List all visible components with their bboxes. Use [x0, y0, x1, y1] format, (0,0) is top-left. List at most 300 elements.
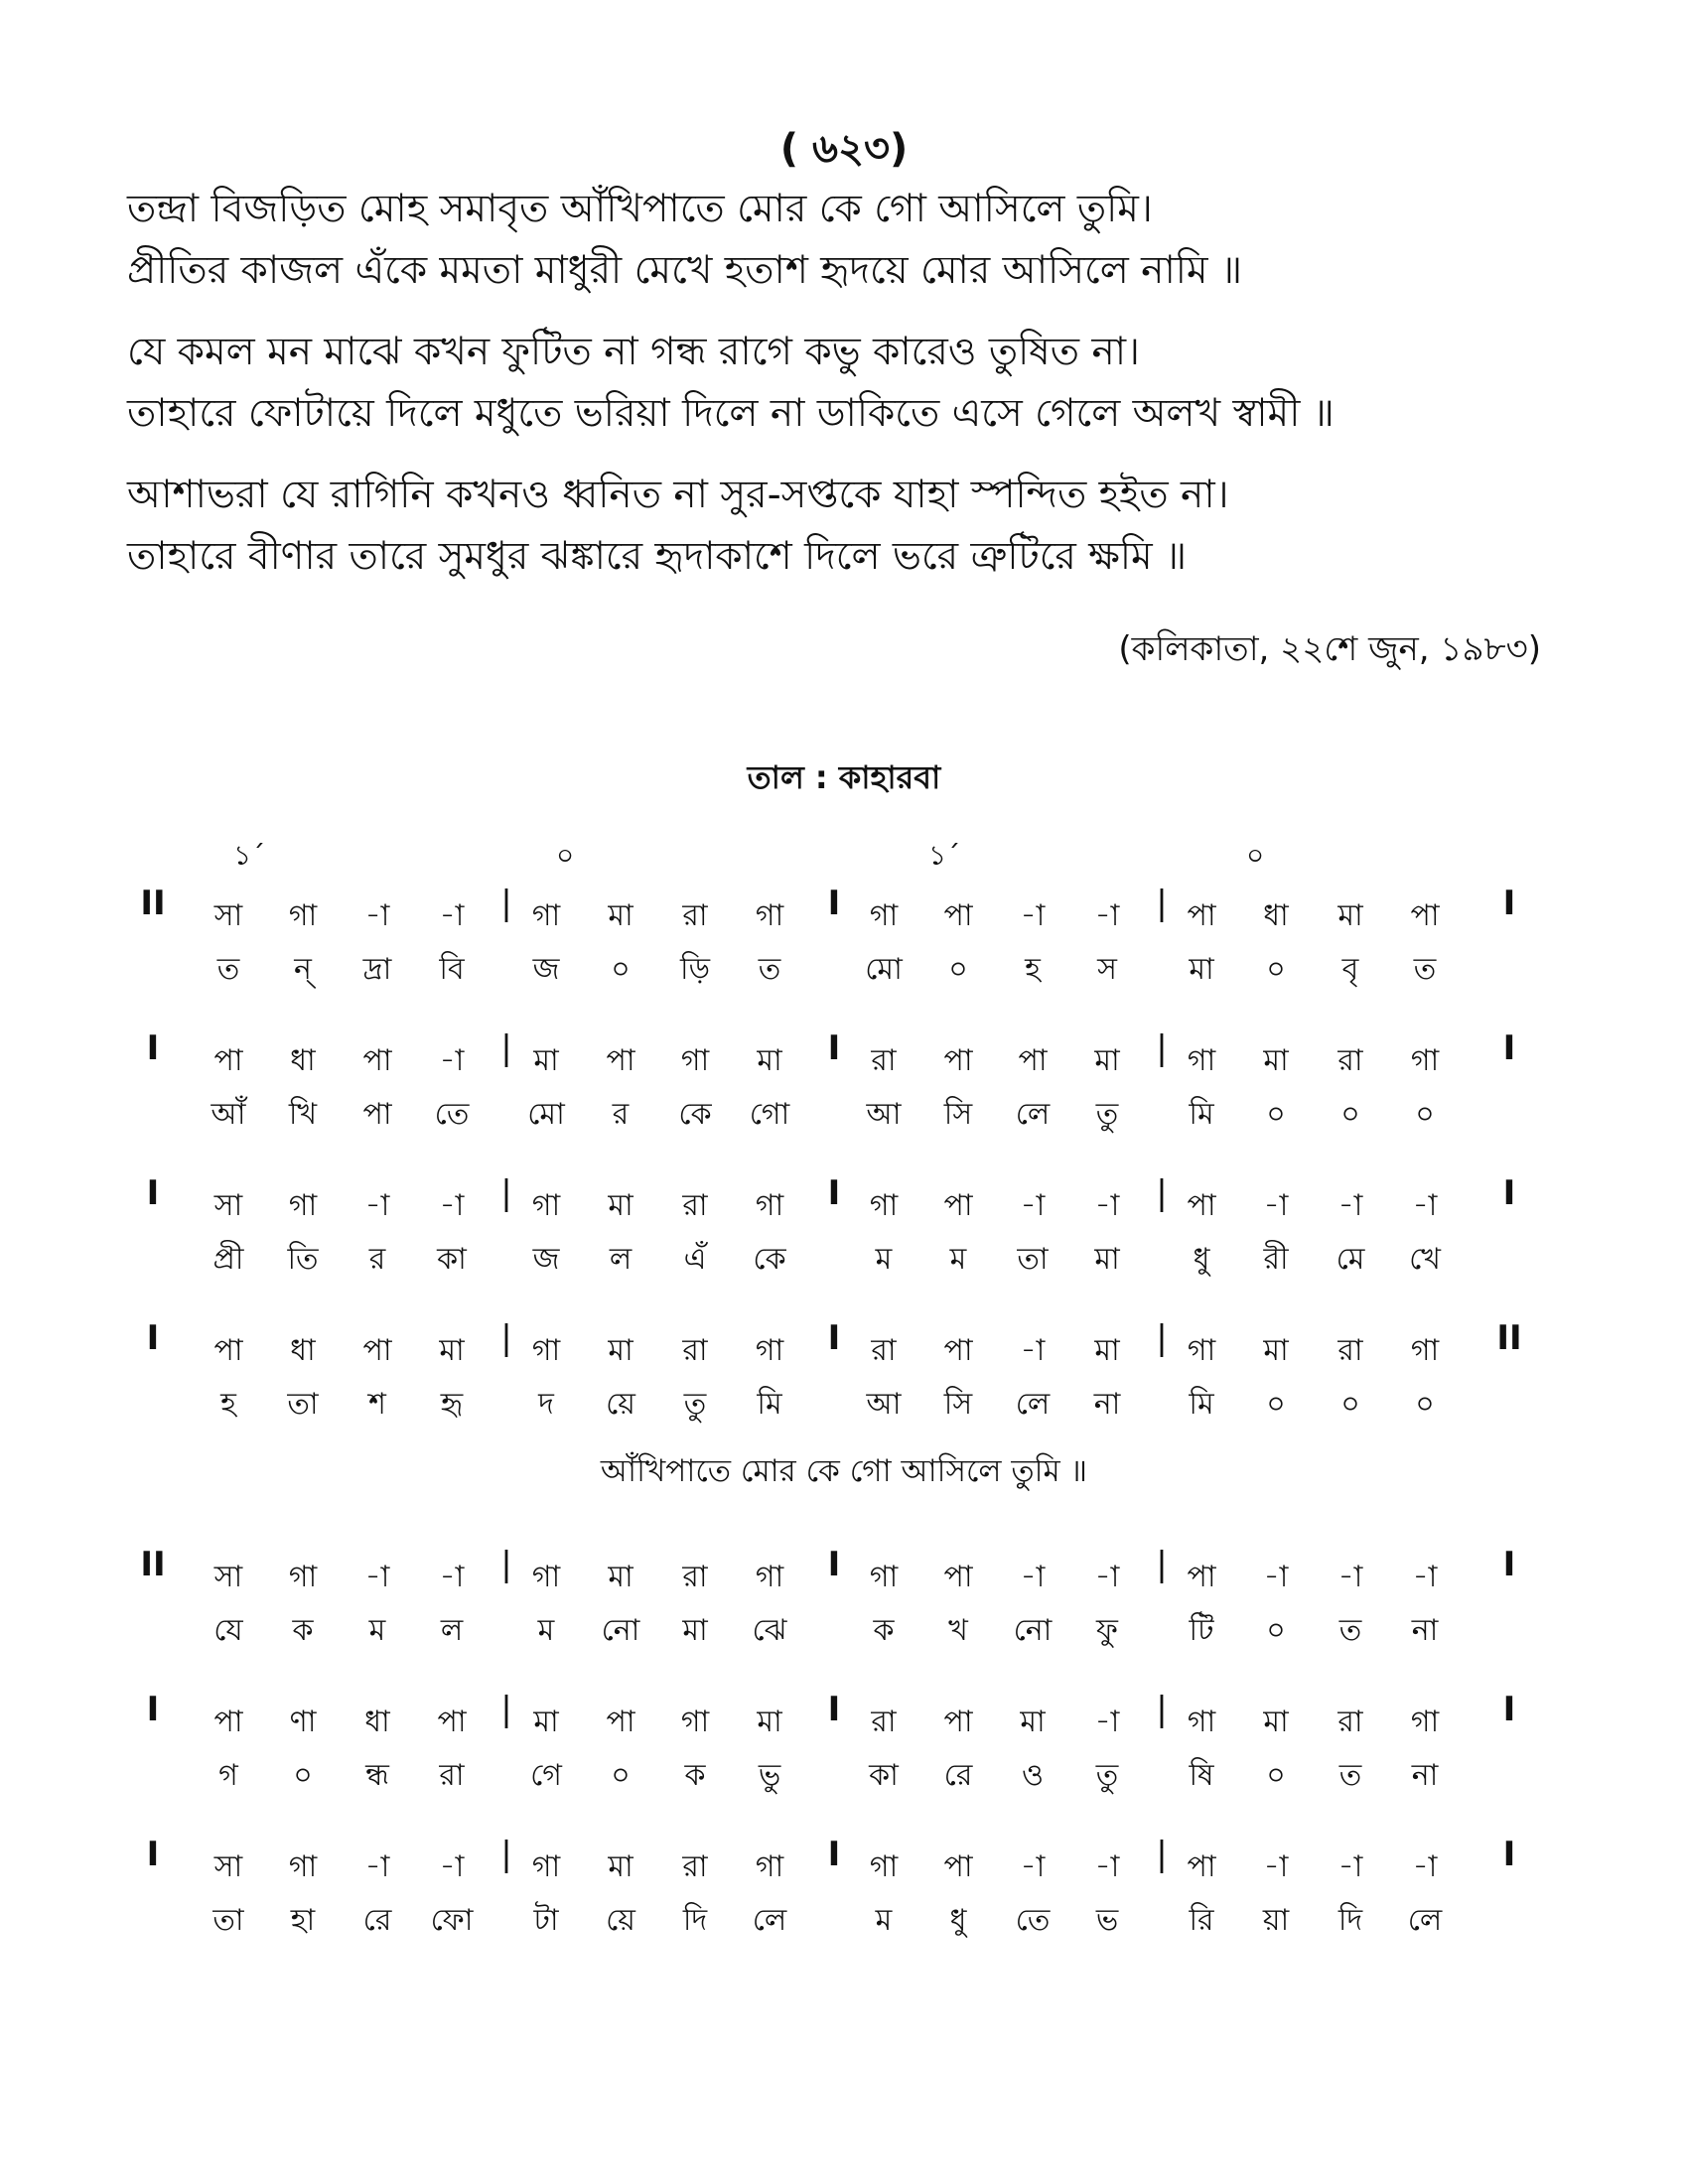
swara-note: গা — [1410, 1705, 1440, 1739]
bar-divider: I — [827, 884, 841, 923]
lyric-syllable: মা — [682, 1613, 708, 1648]
lyric-syllable: তা — [1017, 1242, 1049, 1277]
swara-note: রা — [682, 1849, 708, 1884]
swara-note: -া — [1337, 1560, 1363, 1594]
lyric-syllable: তা — [212, 1903, 244, 1938]
lyric-syllable: না — [1093, 1387, 1121, 1422]
bar-line-open: I — [146, 1835, 160, 1874]
bar-divider: | — [500, 1318, 512, 1358]
lyric-syllable: গে — [530, 1758, 562, 1793]
lyric-syllable: ০ — [1266, 1097, 1286, 1132]
syllable-line — [139, 1743, 1529, 1797]
bar-line-open: II — [140, 884, 166, 923]
bar-divider: I — [827, 1545, 841, 1584]
swara-note: পা — [1187, 898, 1216, 933]
swara-note: -া — [439, 898, 465, 933]
lyric-syllable: ম — [368, 1613, 386, 1648]
swara-note: সা — [213, 898, 243, 933]
lyric-syllable: ম — [875, 1903, 893, 1938]
lyric-syllable: ল — [609, 1242, 633, 1277]
bar-divider: | — [1156, 1173, 1168, 1213]
lyric-syllable: ম — [875, 1242, 893, 1277]
lyric-syllable: নো — [601, 1613, 640, 1648]
lyric-line: যে কমল মন মাঝে কখন ফুটিত না গন্ধ রাগে কভু কারেও তুষিত না। — [127, 330, 1141, 374]
lyric-syllable: মো — [527, 1097, 565, 1132]
swara-note: -া — [364, 1188, 390, 1223]
swara-note: পা — [606, 1043, 635, 1078]
lyric-syllable: কা — [869, 1758, 899, 1793]
lyric-syllable: প্রী — [212, 1242, 244, 1277]
swara-note: পা — [213, 1705, 243, 1739]
beat-marker: ০ — [556, 839, 575, 872]
swara-note: -া — [1412, 1560, 1438, 1594]
swara-note: মা — [757, 1705, 782, 1739]
syllable-line — [139, 1372, 1529, 1426]
lyric-syllable: র — [368, 1242, 386, 1277]
swara-note: -া — [1020, 1560, 1046, 1594]
bar-line-open: I — [146, 1318, 160, 1358]
swara-note: পা — [1410, 898, 1440, 933]
swara-note: পা — [943, 1705, 973, 1739]
swara-note: গা — [1410, 1333, 1440, 1368]
swara-note: পা — [943, 1560, 973, 1594]
bar-line-close: I — [1502, 884, 1516, 923]
lyric-syllable: ভু — [758, 1758, 781, 1793]
swara-note: গা — [1187, 1043, 1216, 1078]
swara-note: -া — [364, 1849, 390, 1884]
lyric-syllable: ত — [1413, 952, 1437, 987]
lyric-syllable: না — [1411, 1613, 1439, 1648]
lyric-syllable: তি — [287, 1242, 319, 1277]
lyric-syllable: লে — [1015, 1097, 1051, 1132]
lyric-syllable: ভ — [1095, 1903, 1119, 1938]
lyric-syllable: রী — [1263, 1242, 1289, 1277]
bar-line-close: I — [1502, 1690, 1516, 1729]
swara-note: রা — [1337, 1333, 1363, 1368]
lyric-syllable: ০ — [1266, 1758, 1286, 1793]
swara-note: মা — [608, 1188, 633, 1223]
swara-note: গা — [680, 1043, 710, 1078]
swara-note: -া — [1412, 1188, 1438, 1223]
bar-divider: | — [500, 884, 512, 923]
bar-divider: | — [500, 1545, 512, 1584]
swara-note: রা — [1337, 1705, 1363, 1739]
swara-note: রা — [1337, 1043, 1363, 1078]
lyric-syllable: মা — [1094, 1242, 1120, 1277]
lyric-syllable: জ — [532, 1242, 560, 1277]
lyric-syllable: ত — [1338, 1758, 1362, 1793]
lyric-syllable: হ — [1025, 952, 1041, 987]
swara-note: ধা — [1263, 898, 1289, 933]
notation-row — [139, 1173, 1529, 1318]
swara-note: পা — [213, 1333, 243, 1368]
lyric-syllable: কা — [437, 1242, 467, 1277]
swara-note: -া — [1263, 1560, 1289, 1594]
bar-divider: I — [827, 1835, 841, 1874]
lyric-syllable: আঁ — [211, 1097, 246, 1132]
beat-marker: ০ — [1246, 839, 1265, 872]
swara-note: গা — [869, 1188, 899, 1223]
lyric-syllable: ত — [1338, 1613, 1362, 1648]
lyric-syllable: ক — [873, 1613, 895, 1648]
beat-marker: ১´ — [233, 839, 266, 872]
swara-note: সা — [213, 1849, 243, 1884]
notation-row — [139, 884, 1529, 1028]
swara-note: পা — [943, 898, 973, 933]
bar-line-close: I — [1502, 1028, 1516, 1068]
lyric-syllable: ০ — [1266, 1613, 1286, 1648]
bar-divider: | — [1156, 1318, 1168, 1358]
notation-row — [139, 1028, 1529, 1173]
lyric-syllable: ও — [1021, 1758, 1045, 1793]
lyric-syllable: রা — [439, 1758, 465, 1793]
swara-note: গা — [680, 1705, 710, 1739]
bar-divider: | — [1156, 1835, 1168, 1874]
notation-table — [139, 824, 1529, 1979]
bar-line-close: I — [1502, 1173, 1516, 1213]
lyric-syllable: দ — [538, 1387, 554, 1422]
syllable-line — [139, 1227, 1529, 1281]
lyric-syllable: খে — [1409, 1242, 1441, 1277]
swara-note: -া — [1020, 898, 1046, 933]
refrain-line: আঁখিপাতে মোর কে গো আসিলে তুমি ॥ — [600, 1453, 1088, 1489]
stanza — [127, 465, 1567, 588]
swara-note: সা — [213, 1188, 243, 1223]
lyric-syllable: ফো — [430, 1903, 474, 1938]
lyric-syllable: ক — [292, 1613, 314, 1648]
swara-note: পা — [437, 1705, 467, 1739]
swara-note: গা — [755, 898, 784, 933]
swara-note: গা — [755, 1333, 784, 1368]
swara-note: রা — [682, 1560, 708, 1594]
swara-note: ধা — [364, 1705, 390, 1739]
bar-divider: | — [1156, 1545, 1168, 1584]
swara-note: ধা — [290, 1043, 316, 1078]
bar-line-open: I — [146, 1028, 160, 1068]
bar-divider: | — [500, 1690, 512, 1729]
lyric-syllable: ০ — [1266, 1387, 1286, 1422]
swara-note: -া — [1094, 1560, 1120, 1594]
swara-line — [139, 1173, 1529, 1227]
swara-note: পা — [943, 1188, 973, 1223]
bar-line-open: II — [140, 1545, 166, 1584]
beat-markers — [139, 824, 1529, 884]
swara-note: গা — [1410, 1043, 1440, 1078]
swara-note: গা — [288, 898, 318, 933]
lyric-syllable: লে — [752, 1903, 787, 1938]
swara-note: -া — [1020, 1849, 1046, 1884]
lyric-syllable: বি — [439, 952, 465, 987]
swara-note: ধা — [290, 1333, 316, 1368]
swara-note: গা — [1187, 1705, 1216, 1739]
lyric-syllable: মি — [1189, 1387, 1214, 1422]
lyric-syllable: ধু — [949, 1903, 967, 1938]
lyric-syllable: রি — [1189, 1903, 1214, 1938]
lyric-syllable: য়ে — [606, 1903, 635, 1938]
swara-note: গা — [531, 1849, 561, 1884]
swara-note: মা — [1020, 1705, 1046, 1739]
swara-note: গা — [869, 1560, 899, 1594]
lyric-syllable: গো — [749, 1097, 790, 1132]
swara-note: -া — [1263, 1188, 1289, 1223]
swara-line — [139, 1028, 1529, 1082]
bar-divider: | — [500, 1835, 512, 1874]
lyric-syllable: জ — [532, 952, 560, 987]
lyric-syllable: লে — [1407, 1903, 1443, 1938]
swara-note: গা — [869, 898, 899, 933]
lyric-syllable: ত — [216, 952, 240, 987]
swara-note: পা — [1187, 1188, 1216, 1223]
swara-note: গা — [755, 1849, 784, 1884]
swara-note: মা — [533, 1705, 559, 1739]
lyric-syllable: ত — [758, 952, 781, 987]
swara-note: গা — [755, 1188, 784, 1223]
lyric-line: তাহারে বীণার তারে সুমধুর ঝঙ্কারে হৃদাকাশে দিলে ভরে ত্রুটিরে ক্ষমি ॥ — [127, 534, 1188, 579]
swara-note: পা — [213, 1043, 243, 1078]
notation-row — [139, 1835, 1529, 1979]
lyric-syllable: টা — [533, 1903, 559, 1938]
bar-divider: | — [1156, 1690, 1168, 1729]
lyric-syllable: ড়ি — [679, 952, 710, 987]
swara-note: গা — [288, 1849, 318, 1884]
swara-note: পা — [943, 1333, 973, 1368]
lyric-syllable: খ — [948, 1613, 968, 1648]
swara-note: মা — [608, 1560, 633, 1594]
swara-note: -া — [1263, 1849, 1289, 1884]
swara-note: ণা — [289, 1705, 317, 1739]
lyric-syllable: ০ — [611, 1758, 631, 1793]
swara-note: গা — [288, 1560, 318, 1594]
swara-note: মা — [608, 898, 633, 933]
swara-note: গা — [755, 1560, 784, 1594]
lyric-syllable: তু — [1095, 1758, 1119, 1793]
syllable-line — [139, 1888, 1529, 1942]
swara-note: রা — [682, 1333, 708, 1368]
swara-note: মা — [1263, 1333, 1289, 1368]
bar-divider: I — [827, 1690, 841, 1729]
lyric-syllable: দি — [682, 1903, 708, 1938]
lyric-syllable: র — [612, 1097, 630, 1132]
lyric-syllable: ম — [949, 1242, 967, 1277]
stanza — [127, 322, 1567, 445]
swara-note: -া — [1020, 1188, 1046, 1223]
lyric-syllable: মে — [1336, 1242, 1365, 1277]
lyric-syllable: ম — [537, 1613, 555, 1648]
lyric-line: তন্দ্রা বিজড়িত মোহ সমাবৃত আঁখিপাতে মোর কে গো আসিলে তুমি। — [127, 187, 1153, 231]
bar-divider: | — [1156, 1028, 1168, 1068]
lyric-syllable: কে — [753, 1242, 786, 1277]
swara-note: সা — [213, 1560, 243, 1594]
lyric-syllable: রে — [362, 1903, 392, 1938]
lyric-syllable: য়ে — [606, 1387, 635, 1422]
swara-note: -া — [1412, 1849, 1438, 1884]
swara-note: -া — [1094, 898, 1120, 933]
swara-note: গা — [288, 1188, 318, 1223]
swara-note: পা — [943, 1043, 973, 1078]
lyric-syllable: সি — [943, 1387, 973, 1422]
swara-note: মা — [1094, 1043, 1120, 1078]
swara-note: মা — [608, 1849, 633, 1884]
swara-line — [139, 884, 1529, 937]
lyric-syllable: মো — [865, 952, 903, 987]
lyric-syllable: ০ — [293, 1758, 313, 1793]
page-number: ( ৬২৩) — [779, 126, 909, 172]
date-line: (কলিকাতা, ২২শে জুন, ১৯৮৩) — [1118, 629, 1541, 669]
swara-note: পা — [1187, 1560, 1216, 1594]
tala-heading: তাল : কাহারবা — [747, 758, 941, 796]
lyric-syllable: খি — [288, 1097, 318, 1132]
swara-line — [139, 1318, 1529, 1372]
lyric-syllable: যে — [213, 1613, 243, 1648]
bar-divider: | — [500, 1173, 512, 1213]
bar-divider: I — [827, 1173, 841, 1213]
notation-row — [139, 1690, 1529, 1835]
swara-note: গা — [531, 1560, 561, 1594]
bar-divider: I — [827, 1028, 841, 1068]
bar-line-open: I — [146, 1690, 160, 1729]
swara-note: মা — [439, 1333, 465, 1368]
lyric-syllable: ০ — [611, 952, 631, 987]
syllable-line — [139, 937, 1529, 991]
lyric-syllable: তা — [287, 1387, 319, 1422]
lyric-line: তাহারে ফোটায়ে দিলে মধুতে ভরিয়া দিলে না ডাকিতে এসে গেলে অলখ স্বামী ॥ — [127, 391, 1335, 436]
lyric-syllable: ০ — [1415, 1097, 1435, 1132]
swara-note: -া — [1094, 1705, 1120, 1739]
swara-note: পা — [362, 1333, 392, 1368]
lyric-syllable: ঝে — [752, 1613, 787, 1648]
swara-note: -া — [1337, 1188, 1363, 1223]
swara-line — [139, 1545, 1529, 1598]
lyric-syllable: ফু — [1096, 1613, 1118, 1648]
lyric-syllable: দ্রা — [362, 952, 392, 987]
swara-note: রা — [871, 1705, 897, 1739]
swara-note: মা — [1337, 898, 1363, 933]
beat-marker: ১´ — [928, 839, 961, 872]
swara-note: -া — [364, 1560, 390, 1594]
lyric-syllable: ধু — [1193, 1242, 1210, 1277]
bar-divider: I — [827, 1318, 841, 1358]
swara-note: পা — [362, 1043, 392, 1078]
lyric-syllable: এঁ — [683, 1242, 707, 1277]
swara-note: -া — [439, 1560, 465, 1594]
swara-note: -া — [439, 1188, 465, 1223]
syllable-line — [139, 1598, 1529, 1652]
lyric-line: আশাভরা যে রাগিনি কখনও ধ্বনিত না সুর-সপ্তকে যাহা স্পন্দিত হইত না। — [127, 473, 1229, 517]
lyric-syllable: ন্ — [294, 952, 312, 987]
bar-divider: | — [1156, 884, 1168, 923]
lyric-syllable: ০ — [1415, 1387, 1435, 1422]
lyric-syllable: তে — [1015, 1903, 1051, 1938]
swara-note: পা — [943, 1849, 973, 1884]
swara-note: পা — [1018, 1043, 1048, 1078]
swara-note: -া — [1094, 1188, 1120, 1223]
swara-note: গা — [531, 1333, 561, 1368]
swara-line — [139, 1690, 1529, 1743]
lyric-line: প্রীতির কাজল এঁকে মমতা মাধুরী মেখে হতাশ হৃদয়ে মোর আসিলে নামি ॥ — [127, 248, 1243, 293]
syllable-line — [139, 1082, 1529, 1136]
swara-note: পা — [1187, 1849, 1216, 1884]
swara-note: গা — [1187, 1333, 1216, 1368]
swara-note: -া — [1020, 1333, 1046, 1368]
lyric-syllable: কে — [678, 1097, 712, 1132]
lyric-syllable: ষি — [1189, 1758, 1214, 1793]
lyric-syllable: বৃ — [1341, 952, 1359, 987]
lyric-syllable: ক — [684, 1758, 706, 1793]
swara-note: -া — [439, 1043, 465, 1078]
lyric-syllable: হ — [220, 1387, 236, 1422]
swara-note: গা — [869, 1849, 899, 1884]
swara-note: মা — [1263, 1705, 1289, 1739]
lyric-syllable: রে — [943, 1758, 973, 1793]
lyric-syllable: শ — [368, 1387, 386, 1422]
lyric-syllable: তে — [434, 1097, 470, 1132]
lyrics — [127, 179, 1567, 608]
lyric-syllable: লে — [1015, 1387, 1051, 1422]
lyric-syllable: দি — [1337, 1903, 1363, 1938]
lyric-syllable: তু — [683, 1387, 707, 1422]
swara-note: -া — [439, 1849, 465, 1884]
lyric-syllable: ন্ধ — [365, 1758, 389, 1793]
bar-line-open: I — [146, 1173, 160, 1213]
lyric-syllable: য়া — [1262, 1903, 1290, 1938]
swara-note: মা — [1094, 1333, 1120, 1368]
lyric-syllable: না — [1411, 1758, 1439, 1793]
swara-note: মা — [533, 1043, 559, 1078]
bar-line-close: I — [1502, 1545, 1516, 1584]
lyric-syllable: হৃ — [440, 1387, 464, 1422]
lyric-syllable: সি — [943, 1097, 973, 1132]
swara-note: -া — [1094, 1849, 1120, 1884]
lyric-syllable: নো — [1013, 1613, 1053, 1648]
bar-line-close: I — [1502, 1835, 1516, 1874]
lyric-syllable: তু — [1095, 1097, 1119, 1132]
swara-note: মা — [608, 1333, 633, 1368]
swara-note: -া — [1337, 1849, 1363, 1884]
lyric-syllable: ০ — [1340, 1387, 1360, 1422]
swara-note: গা — [531, 898, 561, 933]
lyric-syllable: পা — [362, 1097, 392, 1132]
swara-note: রা — [682, 1188, 708, 1223]
swara-note: রা — [871, 1043, 897, 1078]
notation-row — [139, 1545, 1529, 1690]
swara-note: গা — [531, 1188, 561, 1223]
swara-note: রা — [871, 1333, 897, 1368]
bar-divider: | — [500, 1028, 512, 1068]
notation-row — [139, 1318, 1529, 1463]
lyric-syllable: মা — [1189, 952, 1214, 987]
lyric-syllable: ০ — [948, 952, 968, 987]
swara-note: পা — [606, 1705, 635, 1739]
lyric-syllable: ০ — [1266, 952, 1286, 987]
lyric-syllable: ০ — [1340, 1097, 1360, 1132]
lyric-syllable: স — [1097, 952, 1117, 987]
swara-note: রা — [682, 898, 708, 933]
lyric-syllable: গ — [218, 1758, 238, 1793]
stanza — [127, 179, 1567, 302]
lyric-syllable: আ — [866, 1387, 902, 1422]
bar-line-close: II — [1496, 1318, 1522, 1358]
swara-line — [139, 1835, 1529, 1888]
swara-note: মা — [1263, 1043, 1289, 1078]
swara-note: মা — [757, 1043, 782, 1078]
lyric-syllable: মি — [1189, 1097, 1214, 1132]
lyric-syllable: হা — [290, 1903, 316, 1938]
lyric-syllable: টি — [1189, 1613, 1214, 1648]
lyric-syllable: ল — [440, 1613, 464, 1648]
swara-note: -া — [364, 898, 390, 933]
lyric-syllable: মি — [757, 1387, 782, 1422]
lyric-syllable: আ — [866, 1097, 902, 1132]
